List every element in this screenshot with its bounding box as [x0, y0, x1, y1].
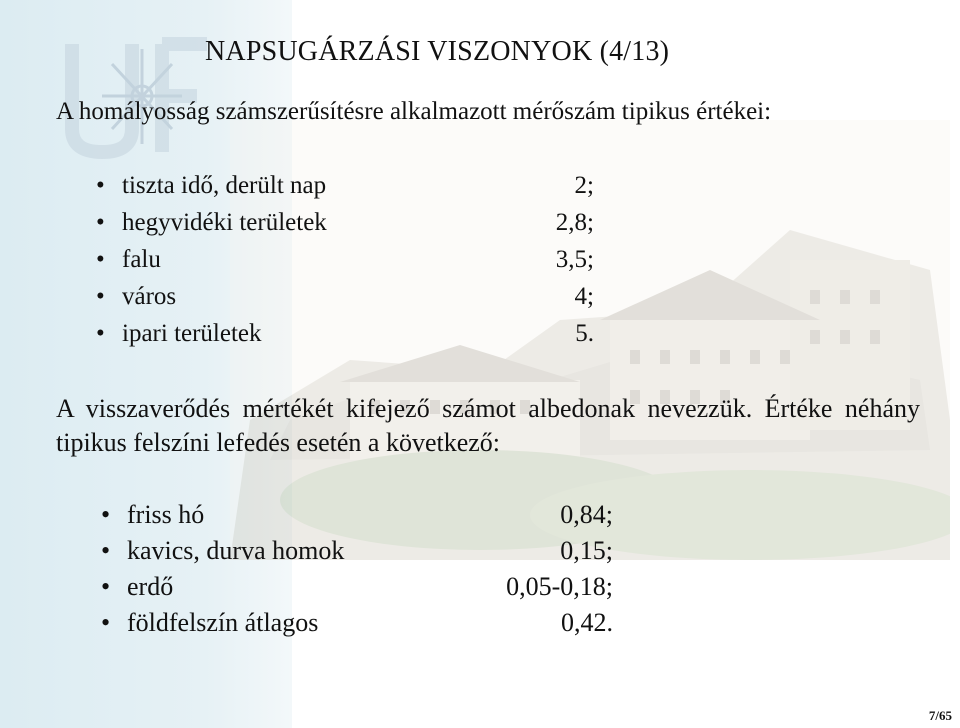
- list-item-label: falu: [122, 246, 161, 273]
- list-item: [101, 605, 613, 641]
- list-item-value: 2;: [574, 172, 594, 199]
- bullet-icon: •: [96, 209, 105, 236]
- bullet-icon: •: [101, 608, 111, 637]
- bullet-icon: •: [101, 572, 111, 601]
- albedo-value-list: [101, 497, 613, 641]
- albedo-intro-paragraph: A visszaverődés mértékét kifejező számot albedonak nevezzük. Értéke néhány tipikus felszíni lefedés esetén a következő:: [56, 394, 920, 457]
- list-item-value: 0,15;: [560, 536, 613, 565]
- list-item: [101, 497, 613, 533]
- page-number: 7/65: [928, 708, 952, 723]
- list-item: [96, 241, 594, 278]
- bullet-icon: •: [101, 500, 111, 529]
- list-item: [96, 315, 594, 352]
- list-item: [101, 533, 613, 569]
- list-item-value: 4;: [574, 283, 594, 310]
- list-item-label: erdő: [127, 572, 174, 601]
- list-item-value: 3,5;: [555, 246, 594, 273]
- list-item-label: ipari területek: [122, 320, 262, 347]
- list-item-value: 5.: [575, 320, 594, 347]
- haze-value-list: [96, 167, 594, 352]
- bullet-icon: •: [96, 172, 105, 199]
- list-item-label: tiszta idő, derült nap: [122, 172, 327, 199]
- haze-intro-paragraph: A homályosság számszerűsítésre alkalmazott mérőszám tipikus értékei:: [56, 98, 772, 125]
- list-item-value: 2,8;: [555, 209, 594, 236]
- list-item-value: 0,42.: [561, 608, 613, 637]
- list-item-label: kavics, durva homok: [127, 536, 345, 565]
- bullet-icon: •: [96, 283, 105, 310]
- list-item-value: 0,84;: [560, 500, 613, 529]
- list-item-label: földfelszín átlagos: [127, 608, 319, 637]
- list-item: [96, 167, 594, 204]
- list-item-value: 0,05-0,18;: [506, 572, 613, 601]
- slide-title: NAPSUGÁRZÁSI VISZONYOK (4/13): [205, 36, 670, 67]
- list-item-label: hegyvidéki területek: [122, 209, 327, 236]
- list-item-label: város: [122, 283, 177, 310]
- bullet-icon: •: [96, 320, 105, 347]
- bullet-icon: •: [101, 536, 111, 565]
- list-item: [101, 569, 613, 605]
- list-item-label: friss hó: [127, 500, 205, 529]
- bullet-icon: •: [96, 246, 105, 273]
- list-item: [96, 278, 594, 315]
- list-item: [96, 204, 594, 241]
